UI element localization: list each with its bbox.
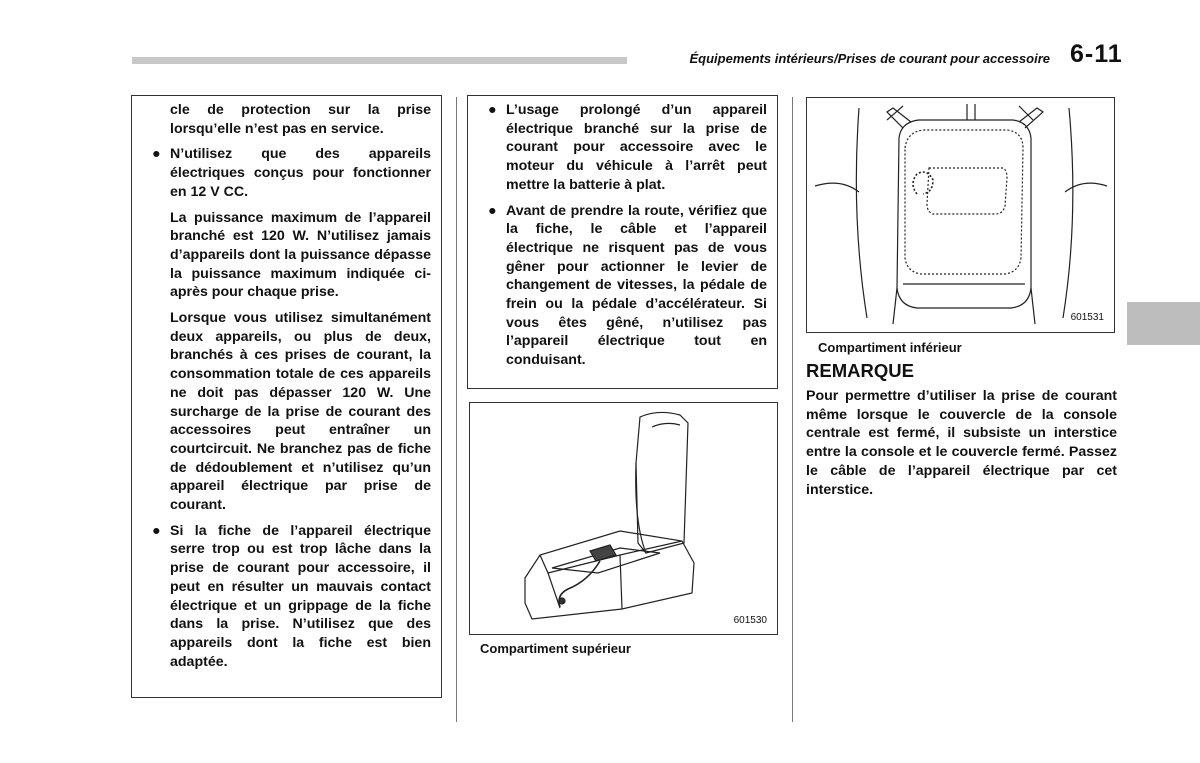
column-divider — [792, 97, 793, 722]
note-paragraph: Pour permettre d’utiliser la prise de courant même lorsque le couvercle de la console centrale est fermé, il subsiste un interstice entre la console et le couvercle fermé. Passez le câble de l’appareil électrique par cet interstice. — [806, 388, 1117, 498]
warning-box — [467, 95, 778, 389]
bullet-text: Si la fiche de l’appareil électrique serre trop ou est trop lâche dans la prise de courant pour accessoire, il peut en résulter un mauvais contact électrique et un grippage de la fiche dans la prise. N’utilisez que des appareils dont la fiche est bien adaptée. — [170, 522, 431, 670]
column-divider — [456, 97, 457, 722]
bullet-item — [146, 145, 431, 201]
paragraph: cle de protection sur la prise lorsqu’elle n’est pas en service. — [170, 102, 431, 137]
bullet-text: Avant de prendre la route, vérifiez que la fiche, le câble et l’appareil électrique ne risquent pas de vous gêner pour actionner le levier de changement de vitesses, la pédale de frein ou la pédale d’accélérateur. Si vous êtes gêné, n’utilisez pas l’appareil électrique tout en conduisant. — [506, 202, 767, 369]
bullet-item — [482, 202, 767, 370]
header-rule — [132, 57, 627, 64]
warning-box — [131, 95, 442, 698]
console-open-lid-illustration — [470, 403, 779, 636]
figure-lower-compartment — [806, 97, 1115, 333]
bullet-icon: ● — [152, 522, 161, 539]
page-number: 6-11 — [1070, 40, 1123, 68]
paragraph: La puissance maximum de l’appareil branché est 120 W. N’utilisez jamais d’appareils dont la puissance dépasse la puissance maximum indiquée ci-après pour chaque prise. — [170, 209, 431, 301]
bullet-icon: ● — [488, 102, 497, 118]
bullet-text: L’usage prolongé d’un appareil électrique branché sur la prise de courant pour accessoire avec le moteur du véhicule à l’arrêt peut mettre la batterie à plat. — [506, 102, 767, 193]
section-title: Équipements intérieurs/Prises de courant pour accessoire — [689, 51, 1050, 66]
figure-caption: Compartiment inférieur — [818, 340, 962, 355]
bullet-item — [146, 522, 431, 672]
note-heading: REMARQUE — [806, 360, 914, 381]
chapter-tab — [1127, 302, 1200, 345]
bullet-icon: ● — [488, 202, 497, 219]
bullet-text: N’utilisez que des appareils électriques conçus pour fonctionner en 12 V CC. — [170, 146, 431, 200]
console-top-view-illustration — [807, 98, 1116, 334]
bullet-item — [482, 101, 767, 195]
figure-caption: Compartiment supérieur — [480, 641, 631, 656]
figure-code: 601530 — [733, 615, 767, 626]
figure-code: 601531 — [1070, 312, 1104, 323]
bullet-icon: ● — [152, 146, 161, 163]
figure-upper-compartment — [469, 402, 778, 635]
paragraph: Lorsque vous utilisez simultanément deux appareils, ou plus de deux, branchés à ces prises de courant, la consommation totale de ces appareils ne doit pas dépasser 120 W. Une surcharge de la prise de courant des accessoires peut entraîner un courtcircuit. Ne branchez pas de fiche de dédoublement et n’utilisez qu’un appareil électrique par prise de courant. — [170, 310, 431, 514]
